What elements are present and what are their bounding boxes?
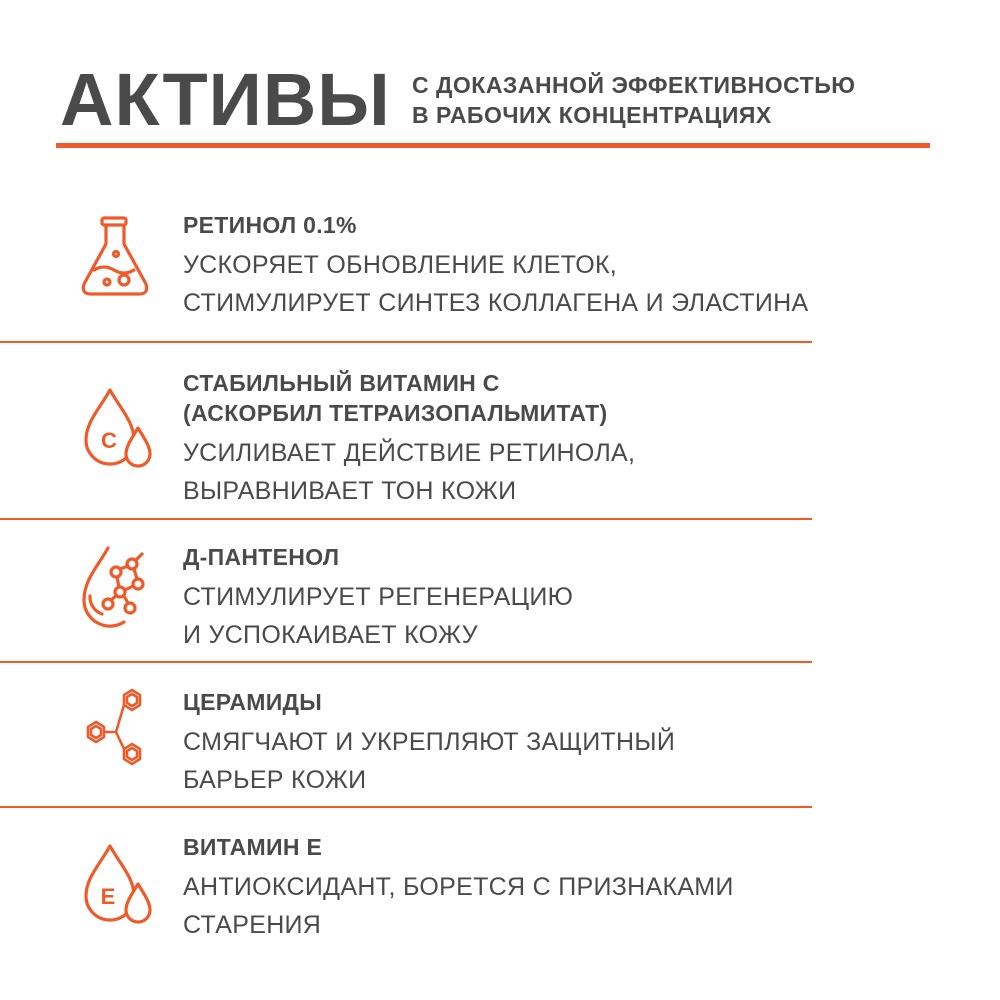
benzene-structure-icon (72, 687, 162, 777)
divider (0, 806, 812, 808)
svg-text:E: E (100, 884, 116, 909)
molecule-drop-icon (72, 542, 162, 632)
divider (0, 661, 812, 663)
item-name: ВИТАМИН Е (183, 834, 323, 860)
page-title: АКТИВЫ (60, 58, 391, 141)
divider (0, 341, 812, 343)
item-name: СТАБИЛЬНЫЙ ВИТАМИН С (АСКОРБИЛ ТЕТРАИЗОПАЛЬМИТАТ) (183, 370, 608, 426)
subtitle-line-2: В РАБОЧИХ КОНЦЕНТРАЦИЯХ (412, 102, 772, 128)
item-name: Д-ПАНТЕНОЛ (183, 544, 340, 570)
item-description: АНТИОКСИДАНТ, БОРЕТСЯ С ПРИЗНАКАМИ СТАРЕНИЯ (183, 873, 734, 939)
item-description: УСКОРЯЕТ ОБНОВЛЕНИЕ КЛЕТОК, СТИМУЛИРУЕТ СИНТЕЗ КОЛЛАГЕНА И ЭЛАСТИНА (183, 251, 809, 317)
flask-icon (72, 214, 162, 304)
vitamin-e-drop-icon (72, 840, 162, 930)
header (60, 56, 930, 146)
subtitle-line-1: С ДОКАЗАННОЙ ЭФФЕКТИВНОСТЬЮ (412, 72, 856, 98)
item-description: СМЯГЧАЮТ И УКРЕПЛЯЮТ ЗАЩИТНЫЙ БАРЬЕР КОЖИ (183, 728, 676, 794)
item-name: ЦЕРАМИДЫ (183, 689, 323, 715)
page-subtitle (412, 70, 855, 130)
item-description: УСИЛИВАЕТ ДЕЙСТВИЕ РЕТИНОЛА, ВЫРАВНИВАЕТ ТОН КОЖИ (183, 439, 636, 505)
divider (0, 518, 812, 520)
header-divider (56, 143, 930, 148)
item-description: СТИМУЛИРУЕТ РЕГЕНЕРАЦИЮ И УСПОКАИВАЕТ КОЖУ (183, 583, 574, 649)
item-name: РЕТИНОЛ 0.1% (183, 212, 357, 238)
vitamin-c-drop-icon (72, 384, 162, 474)
svg-text:C: C (101, 428, 117, 453)
